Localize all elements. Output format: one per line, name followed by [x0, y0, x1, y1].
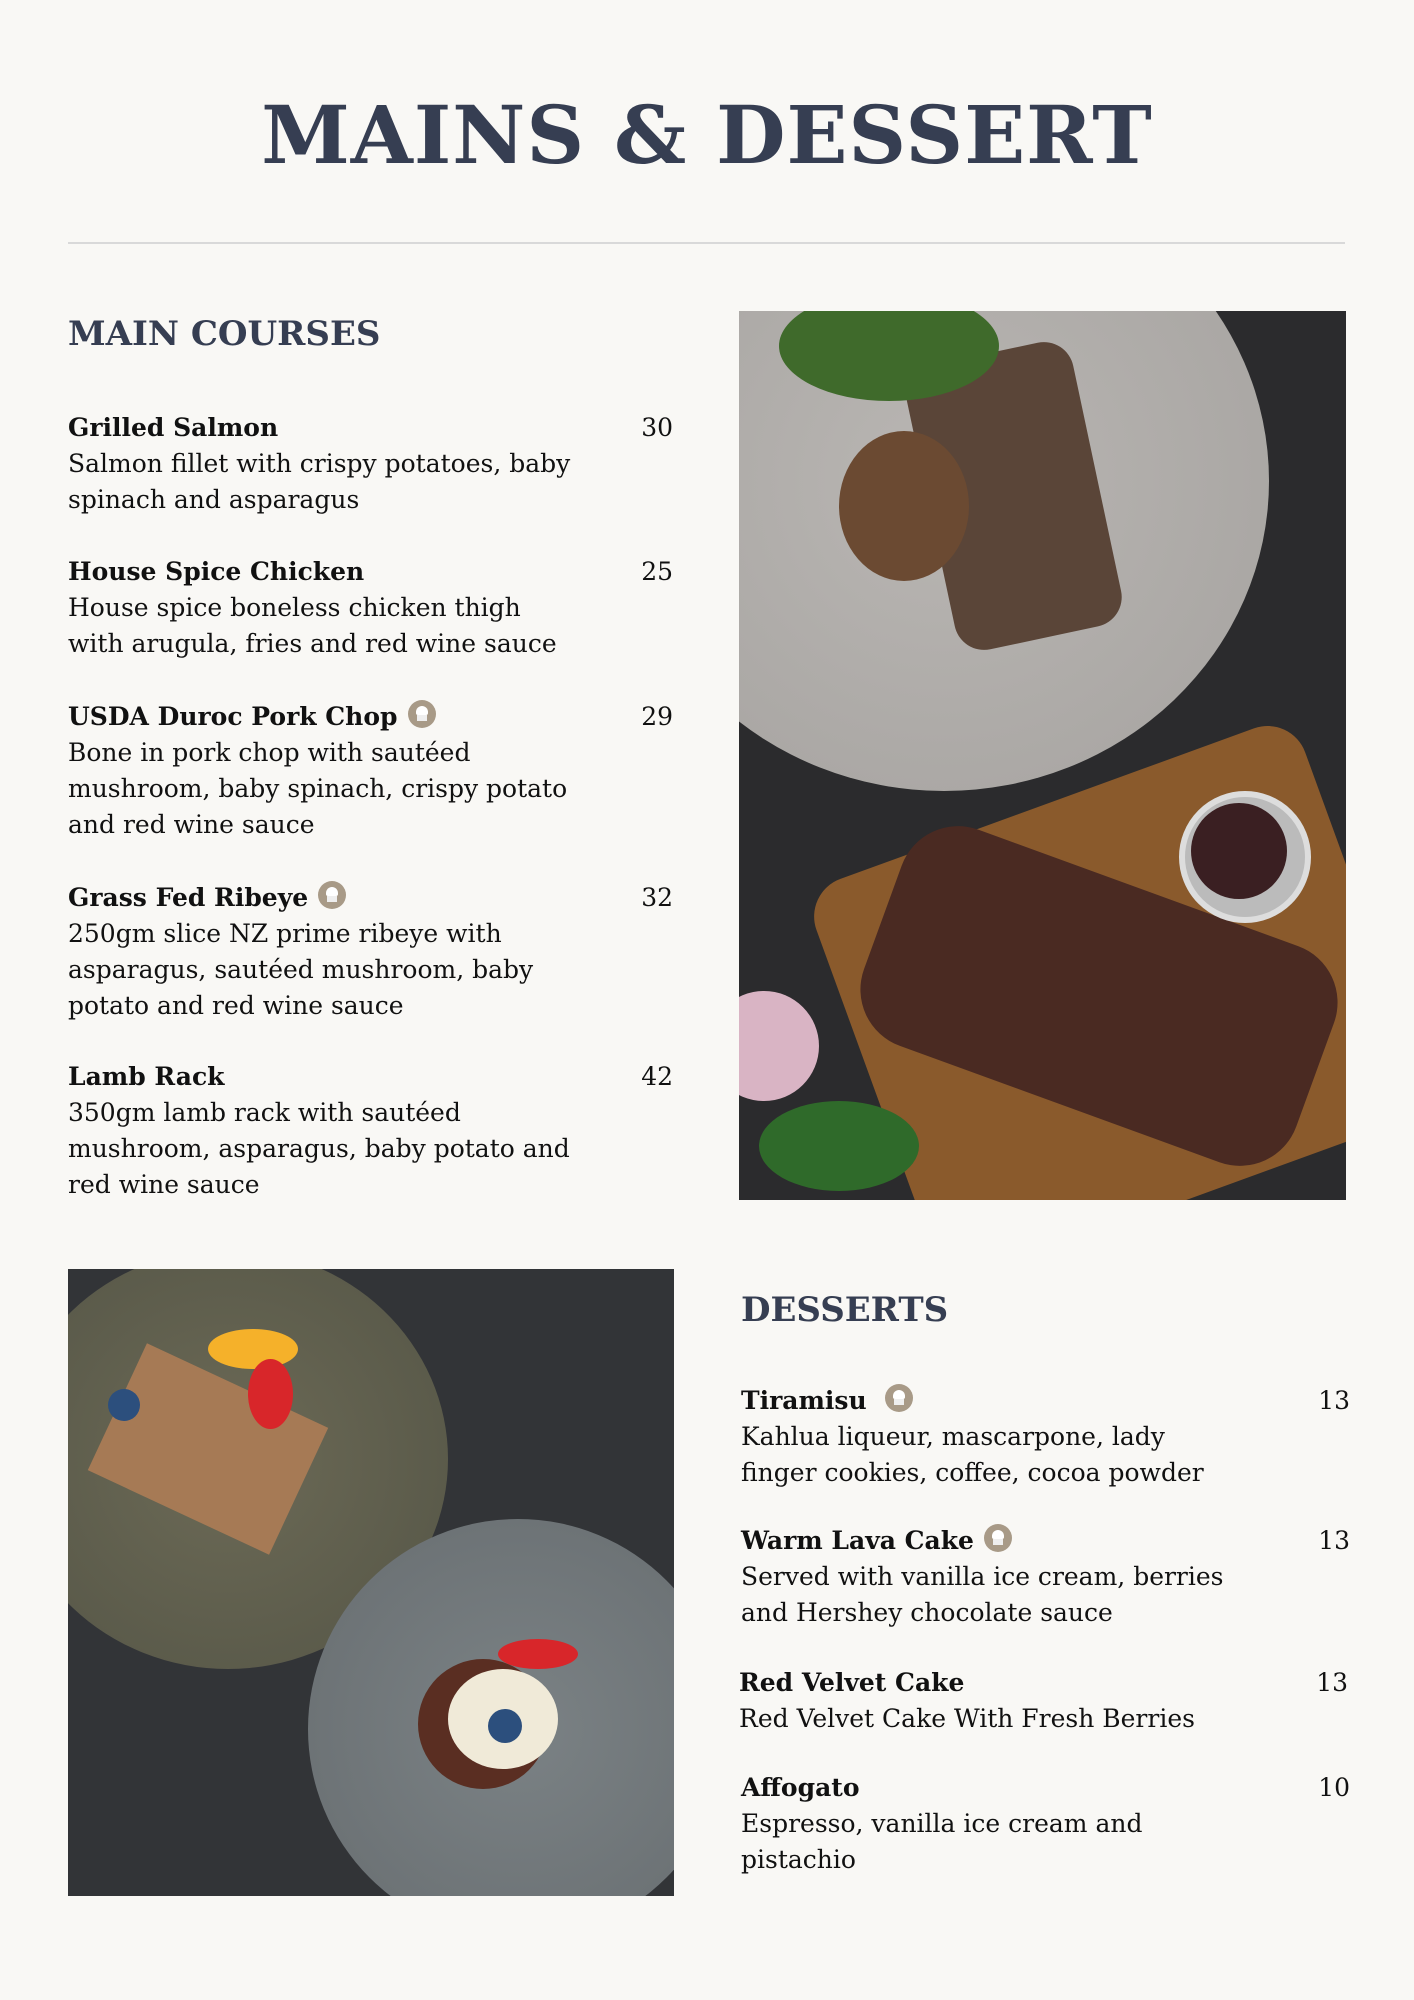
- desserts-heading: DESSERTS: [741, 1290, 949, 1330]
- menu-item: [741, 1523, 1350, 1631]
- item-desc: Espresso, vanilla ice cream and pistachio: [741, 1809, 1143, 1874]
- chef-hat-icon: [984, 1524, 1012, 1552]
- mains-food-photo: [739, 311, 1346, 1200]
- item-desc: Kahlua liqueur, mascarpone, lady finger cookies, coffee, cocoa powder: [741, 1422, 1204, 1487]
- item-price: 13: [1318, 1526, 1350, 1555]
- item-name: House Spice Chicken: [68, 557, 365, 586]
- menu-item: [739, 1665, 1348, 1737]
- item-price: 32: [641, 883, 673, 912]
- divider: [68, 242, 1345, 244]
- item-price: 13: [1318, 1386, 1350, 1415]
- item-desc: Served with vanilla ice cream, berries and Hershey chocolate sauce: [741, 1562, 1224, 1627]
- item-name: Affogato: [741, 1773, 860, 1802]
- item-desc: Salmon fillet with crispy potatoes, baby spinach and asparagus: [68, 449, 571, 514]
- chef-hat-icon: [318, 881, 346, 909]
- chef-hat-icon: [408, 700, 436, 728]
- page-title: MAINS & DESSERT: [261, 88, 1153, 182]
- item-price: 29: [641, 702, 673, 731]
- item-name: Warm Lava Cake: [741, 1526, 974, 1555]
- item-price: 30: [641, 413, 673, 442]
- menu-item: [68, 699, 673, 843]
- item-price: 42: [641, 1062, 673, 1091]
- menu-item: [68, 1059, 673, 1203]
- chef-hat-icon: [885, 1384, 913, 1412]
- menu-item: [68, 554, 673, 662]
- main-courses-heading: MAIN COURSES: [68, 314, 381, 354]
- item-name: Tiramisu: [741, 1386, 867, 1415]
- menu-item: [68, 410, 673, 518]
- menu-item: [68, 880, 673, 1024]
- desserts-food-photo: [68, 1269, 674, 1896]
- item-desc: 250gm slice NZ prime ribeye with asparagus, sautéed mushroom, baby potato and red wine sauce: [68, 919, 534, 1020]
- item-name: Red Velvet Cake: [739, 1668, 965, 1697]
- item-price: 25: [641, 557, 673, 586]
- item-desc: Red Velvet Cake With Fresh Berries: [739, 1704, 1195, 1733]
- item-name: USDA Duroc Pork Chop: [68, 702, 398, 731]
- menu-item: [741, 1770, 1350, 1878]
- item-name: Lamb Rack: [68, 1062, 225, 1091]
- item-desc: House spice boneless chicken thigh with arugula, fries and red wine sauce: [68, 593, 557, 658]
- item-name: Grass Fed Ribeye: [68, 883, 309, 912]
- item-price: 10: [1318, 1773, 1350, 1802]
- item-price: 13: [1316, 1668, 1348, 1697]
- menu-item: [741, 1383, 1350, 1491]
- item-desc: Bone in pork chop with sautéed mushroom, baby spinach, crispy potato and red wine sauce: [68, 738, 568, 839]
- item-name: Grilled Salmon: [68, 413, 279, 442]
- item-desc: 350gm lamb rack with sautéed mushroom, asparagus, baby potato and red wine sauce: [68, 1098, 570, 1199]
